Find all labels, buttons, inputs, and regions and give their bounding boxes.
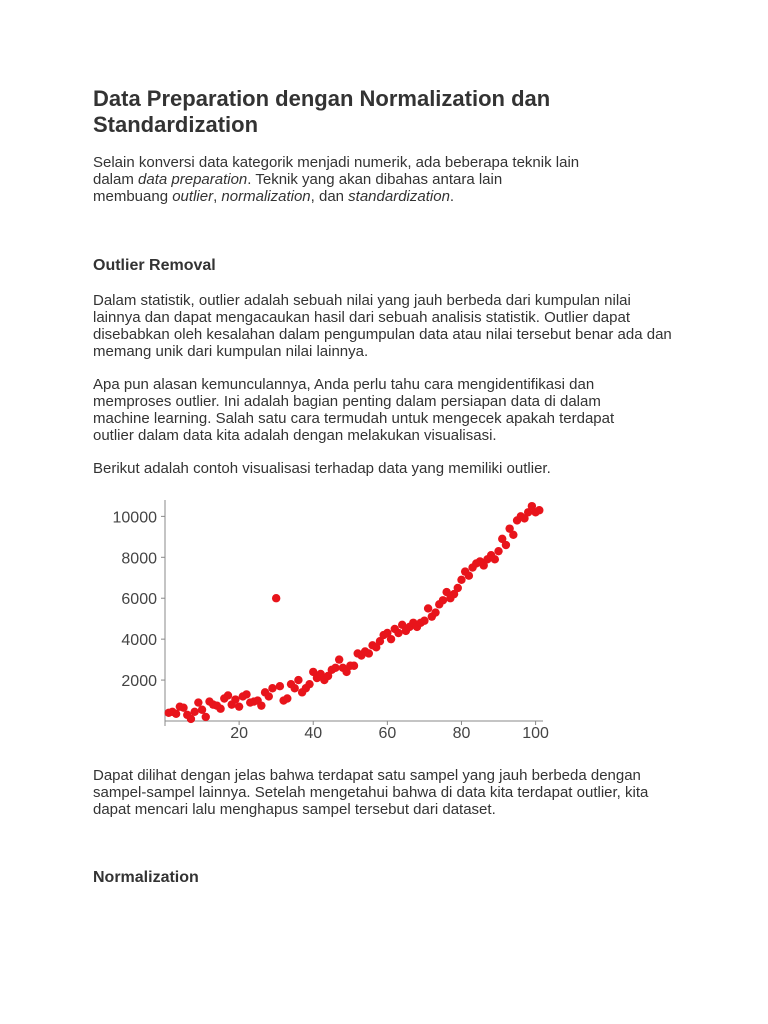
outlier-paragraph-3: Berikut adalah contoh visualisasi terhadap data yang memiliki outlier. — [93, 460, 551, 477]
data-point — [465, 572, 473, 580]
data-point — [350, 662, 358, 670]
data-point — [439, 596, 447, 604]
data-point — [424, 604, 432, 612]
outlier-paragraph-4: Dapat dilihat dengan jelas bahwa terdapat satu sampel yang jauh berbeda dengan sampel-sampel lainnya. Setelah mengetahui bahwa di data kita terdapat outlier, kita dapat mencari lalu menghapus sampel tersebut dari dataset. — [93, 767, 649, 818]
data-point — [294, 676, 302, 684]
data-point — [509, 531, 517, 539]
data-point — [265, 692, 273, 700]
intro-line-3-pre: membuang — [93, 188, 173, 205]
data-point — [335, 655, 343, 663]
data-point — [457, 576, 465, 584]
data-point — [291, 684, 299, 692]
data-point — [257, 701, 265, 709]
data-point — [242, 690, 250, 698]
data-point — [216, 705, 224, 713]
data-point — [394, 629, 402, 637]
y-tick-label: 6000 — [121, 591, 157, 609]
data-point — [268, 684, 276, 692]
x-tick-label: 80 — [452, 725, 471, 742]
data-point — [194, 698, 202, 706]
data-point — [202, 713, 210, 721]
term-outlier: outlier — [172, 188, 214, 205]
data-point — [431, 608, 439, 616]
intro-line-1: Selain konversi data kategorik menjadi numerik, ada beberapa teknik lain — [93, 154, 580, 171]
outlier-heading: Outlier Removal — [93, 257, 216, 274]
outlier-point — [272, 594, 280, 602]
intro-line-2-post: . Teknik yang akan dibahas antara lain — [247, 171, 503, 188]
term-normalization: normalization — [221, 188, 311, 205]
outlier-scatter-chart — [93, 494, 553, 748]
data-point — [387, 635, 395, 643]
page-title: Data Preparation dengan Normalization dan Standardization — [93, 86, 551, 137]
y-tick-label: 10000 — [112, 509, 157, 527]
intro-paragraph — [93, 154, 653, 205]
data-point — [491, 555, 499, 563]
data-point — [198, 706, 206, 714]
intro-sep: , — [213, 188, 222, 205]
data-point — [494, 547, 502, 555]
data-point — [187, 715, 195, 723]
data-point — [420, 617, 428, 625]
data-point — [331, 664, 339, 672]
data-point — [235, 702, 243, 710]
intro-mid: , dan — [310, 188, 349, 205]
outlier-paragraph-2: Apa pun alasan kemunculannya, Anda perlu tahu cara mengidentifikasi dan memproses outlier. Ini adalah bagian penting dalam persiapan data di dalam machine learning. Salah satu cara termudah untuk mengecek apakah terdapat outlier dalam data kita adalah dengan melakukan visualisasi. — [93, 376, 615, 444]
data-point — [535, 506, 543, 514]
term-standardization: standardization — [348, 188, 450, 205]
normalization-heading: Normalization — [93, 869, 199, 886]
data-point — [190, 708, 198, 716]
y-tick-label: 8000 — [121, 550, 157, 568]
data-point — [224, 691, 232, 699]
data-point — [172, 710, 180, 718]
data-point — [276, 682, 284, 690]
data-point — [365, 649, 373, 657]
y-tick-label: 2000 — [121, 673, 157, 691]
data-point — [502, 541, 510, 549]
x-tick-label: 60 — [378, 725, 397, 742]
intro-line-2-pre: dalam — [93, 171, 139, 188]
data-point — [305, 680, 313, 688]
x-tick-label: 100 — [522, 725, 549, 742]
intro-end: . — [449, 188, 455, 205]
data-point — [454, 584, 462, 592]
outlier-paragraph-1: Dalam statistik, outlier adalah sebuah nilai yang jauh berbeda dari kumpulan nilai lainnya dan dapat mengacaukan hasil dari sebuah analisis statistik. Outlier dapat disebabkan oleh kesalahan dalam pengumpulan data atau nilai tersebut benar ada dan memang unik dari kumpulan nilai lainnya. — [93, 292, 672, 360]
y-tick-label: 4000 — [121, 632, 157, 650]
data-point — [179, 703, 187, 711]
data-point — [283, 694, 291, 702]
term-data-preparation: data preparation — [138, 171, 248, 188]
x-tick-label: 40 — [304, 725, 323, 742]
x-tick-label: 20 — [230, 725, 249, 742]
data-point — [231, 695, 239, 703]
